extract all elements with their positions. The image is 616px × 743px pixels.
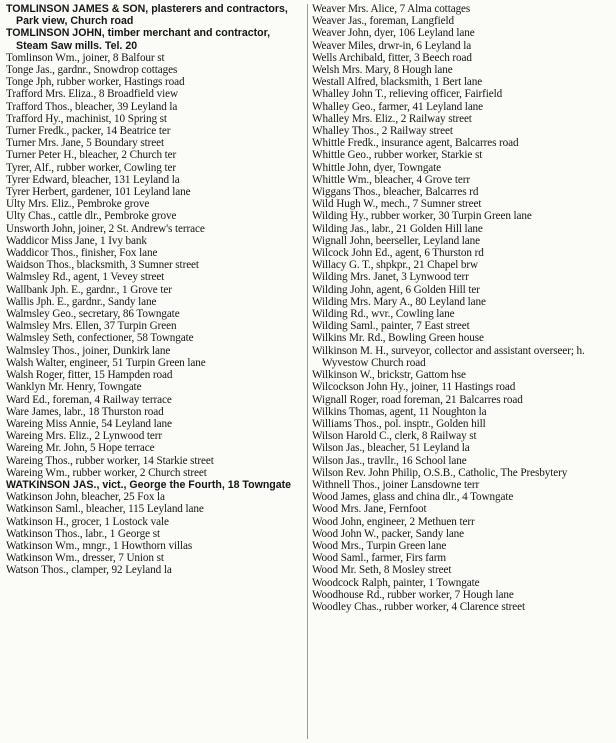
right-column — [312, 3, 610, 613]
column-divider — [307, 4, 308, 739]
directory-entry: Trafford Mrs. Eliza., 8 Broadfield view — [6, 88, 178, 101]
directory-entry: Wilson Jas., travllr., 16 School lane — [312, 454, 467, 467]
directory-entry: Wareing Mr. John, 5 Hope terrace — [6, 442, 155, 455]
directory-entry: Wood Mrs., Turpin Green lane — [312, 539, 447, 552]
directory-entry: Tonge Jph, rubber worker, Hastings road — [6, 76, 185, 89]
directory-entry: Walsh Roger, fitter, 15 Hampden road — [6, 369, 173, 382]
directory-entry: Whalley John T., relieving officer, Fairfield — [312, 88, 503, 101]
directory-entry: Ward Ed., foreman, 4 Railway terrace — [6, 393, 172, 406]
directory-entry-business: TOMLINSON JAMES & SON, plasterers and contractors, Park view, Church road — [6, 3, 288, 28]
directory-entry: Wareing Thos., rubber worker, 14 Starkie street — [6, 454, 214, 467]
directory-entry: Tonge Jas., gardnr., Snowdrop cottages — [6, 64, 178, 77]
directory-entry: Wareing Miss Annie, 54 Leyland lane — [6, 417, 172, 430]
directory-entry: Willacy G. T., shpkpr., 21 Chapel brw — [312, 259, 479, 272]
directory-entry: Whittle John, dyer, Towngate — [312, 161, 442, 174]
directory-entry: Wilding Mrs. Janet, 3 Lynwood terr — [312, 271, 469, 284]
directory-entry: Woodley Chas., rubber worker, 4 Clarence street — [312, 600, 525, 613]
directory-entry: Whittle Fredk., insurance agent, Balcarres road — [312, 137, 519, 150]
directory-entry: Wilding Hy., rubber worker, 30 Turpin Green lane — [312, 210, 532, 223]
directory-entry: Wanklyn Mr. Henry, Towngate — [6, 381, 142, 394]
directory-entry: Wallis Jph. E., gardnr., Sandy lane — [6, 295, 157, 308]
directory-entry: Woodcock Ralph, painter, 1 Towngate — [312, 576, 480, 589]
directory-entry: Waddicor Miss Jane, 1 Ivy bank — [6, 234, 147, 247]
directory-entry: Ware James, labr., 18 Thurston road — [6, 405, 164, 418]
directory-entry-business: WATKINSON JAS., vict., George the Fourth, 18 Towngate — [6, 478, 292, 491]
directory-entry: Turner Peter H., bleacher, 2 Church ter — [6, 149, 177, 162]
directory-entry: Whalley Mrs. Eliz., 2 Railway street — [312, 112, 472, 125]
directory-entry: Wilkinson W., brickstr, Gattom hse — [312, 369, 466, 382]
directory-entry: Wilding Rd., wvr., Cowling lane — [312, 308, 455, 321]
directory-entry: Ulty Mrs. Eliz., Pembroke grove — [6, 198, 150, 211]
directory-entry: Wiggans Thos., bleacher, Balcarres rd — [312, 186, 479, 199]
directory-entry: Wilding Jas., labr., 21 Golden Hill lane — [312, 222, 483, 235]
directory-entry: Walmsley Seth, confectioner, 58 Towngate — [6, 332, 194, 345]
directory-entry: Wareing Wm., rubber worker, 2 Church street — [6, 466, 207, 479]
directory-entry: Wilcock John Ed., agent, 6 Thurston rd — [312, 247, 484, 260]
directory-entry: Watkinson Wm., dresser, 7 Union st — [6, 552, 164, 565]
directory-entry: Wilding Mrs. Mary A., 80 Leyland lane — [312, 295, 486, 308]
directory-entry: Walsh Walter, engineer, 51 Turpin Green lane — [6, 356, 206, 369]
directory-entry: Wells Archibald, fitter, 3 Beech road — [312, 51, 472, 64]
directory-entry: Wignall Roger, road foreman, 21 Balcarres road — [312, 393, 523, 406]
directory-entry: Wood Mrs. Jane, Fernfoot — [312, 503, 427, 516]
directory-entry-business: TOMLINSON JOHN, timber merchant and contractor, Steam Saw mills. Tel. 20 — [6, 27, 271, 52]
directory-entry: Whittle Wm., bleacher, 4 Grove terr — [312, 173, 470, 186]
directory-entry: Trafford Hy., machinist, 10 Spring st — [6, 112, 167, 125]
directory-entry: Turner Mrs. Jane, 5 Boundary street — [6, 137, 164, 150]
directory-entry: Watkinson H., grocer, 1 Lostock vale — [6, 515, 169, 528]
directory-entry: Watson Thos., clamper, 92 Leyland la — [6, 564, 172, 577]
directory-entry: Wilding John, agent, 6 Golden Hill ter — [312, 283, 480, 296]
left-column — [6, 3, 302, 577]
directory-entry: Williams Thos., pol. insptr., Golden hill — [312, 417, 486, 430]
directory-entry: Watkinson Wm., mngr., 1 Howthorn villas — [6, 539, 193, 552]
directory-entry: Walmsley Rd., agent, 1 Vevey street — [6, 271, 165, 284]
directory-entry: Wood Mr. Seth, 8 Mosley street — [312, 564, 452, 577]
directory-entry: Wilson Rev. John Philip, O.S.B., Catholic, The Presbytery — [312, 466, 568, 479]
directory-entry: Whittle Geo., rubber worker, Starkie st — [312, 149, 483, 162]
directory-entry: Wood John W., packer, Sandy lane — [312, 527, 465, 540]
directory-entry: Ulty Chas., cattle dlr., Pembroke grove — [6, 210, 177, 223]
directory-entry: Wilcockson John Hy., joiner, 11 Hastings road — [312, 381, 516, 394]
directory-entry: Unsworth John, joiner, 2 St. Andrew's terrace — [6, 222, 205, 235]
directory-entry: Wignall John, beerseller, Leyland lane — [312, 234, 481, 247]
directory-entry: Weaver John, dyer, 106 Leyland lane — [312, 27, 475, 40]
directory-entry: Tyrer Edward, bleacher, 131 Leyland la — [6, 173, 180, 186]
directory-entry: Watkinson Saml., bleacher, 115 Leyland lane — [6, 503, 204, 516]
directory-entry: Wilkins Mr. Rd., Bowling Green house — [312, 332, 484, 345]
directory-entry: Wilding Saml., painter, 7 East street — [312, 320, 470, 333]
directory-entry: Wallbank Jph. E., gardnr., 1 Grove ter — [6, 283, 172, 296]
directory-entry: Turner Fredk., packer, 14 Beatrice ter — [6, 125, 171, 138]
directory-entry: Tyrer, Alf., rubber worker, Cowling ter — [6, 161, 176, 174]
directory-entry: Waddicor Thos., finisher, Fox lane — [6, 247, 158, 260]
directory-entry: Wilson Harold C., clerk, 8 Railway st — [312, 430, 477, 443]
directory-entry: Walmsley Thos., joiner, Dunkirk lane — [6, 344, 171, 357]
directory-entry: Westall Alfred, blacksmith, 1 Bert lane — [312, 76, 483, 89]
directory-entry: Waidson Thos., blacksmith, 3 Sumner street — [6, 259, 199, 272]
directory-entry: Wilkinson M. H., surveyor, collector and assistant overseer; h. Wyvestow Church road — [312, 344, 585, 369]
directory-entry: Withnell Thos., joiner Lansdowne terr — [312, 478, 480, 491]
directory-entry: Welsh Mrs. Mary, 8 Hough lane — [312, 64, 453, 77]
directory-entry: Watkinson Thos., labr., 1 George st — [6, 527, 160, 540]
directory-entry: Wilson Jas., bleacher, 51 Leyland la — [312, 442, 470, 455]
directory-entry: Walmsley Mrs. Ellen, 37 Turpin Green — [6, 320, 177, 333]
directory-entry: Wareing Mrs. Eliz., 2 Lynwood terr — [6, 430, 163, 443]
directory-entry: Weaver Miles, drwr-in, 6 Leyland la — [312, 39, 472, 52]
directory-entry: Whalley Geo., farmer, 41 Leyland lane — [312, 100, 484, 113]
directory-entry: Wood James, glass and china dlr., 4 Towngate — [312, 491, 514, 504]
directory-entry: Watkinson John, bleacher, 25 Fox la — [6, 491, 165, 504]
directory-entry: Wilkins Thomas, agent, 11 Noughton la — [312, 405, 487, 418]
directory-entry: Weaver Jas., foreman, Langfield — [312, 15, 454, 28]
directory-entry: Wood John, engineer, 2 Methuen terr — [312, 515, 475, 528]
directory-entry: Woodhouse Rd., rubber worker, 7 Hough lane — [312, 588, 514, 601]
directory-entry: Tyrer Herbert, gardener, 101 Leyland lane — [6, 186, 191, 199]
directory-entry: Wood Saml., farmer, Firs farm — [312, 552, 447, 565]
directory-entry: Trafford Thos., bleacher, 39 Leyland la — [6, 100, 178, 113]
directory-entry: Wild Hugh W., mech., 7 Sumner street — [312, 198, 482, 211]
directory-entry: Walmsley Geo., secretary, 86 Towngate — [6, 308, 180, 321]
directory-entry: Whalley Thos., 2 Railway street — [312, 125, 453, 138]
directory-entry: Tomlinson Wm., joiner, 8 Balfour st — [6, 51, 165, 64]
directory-entry: Weaver Mrs. Alice, 7 Alma cottages — [312, 3, 471, 15]
